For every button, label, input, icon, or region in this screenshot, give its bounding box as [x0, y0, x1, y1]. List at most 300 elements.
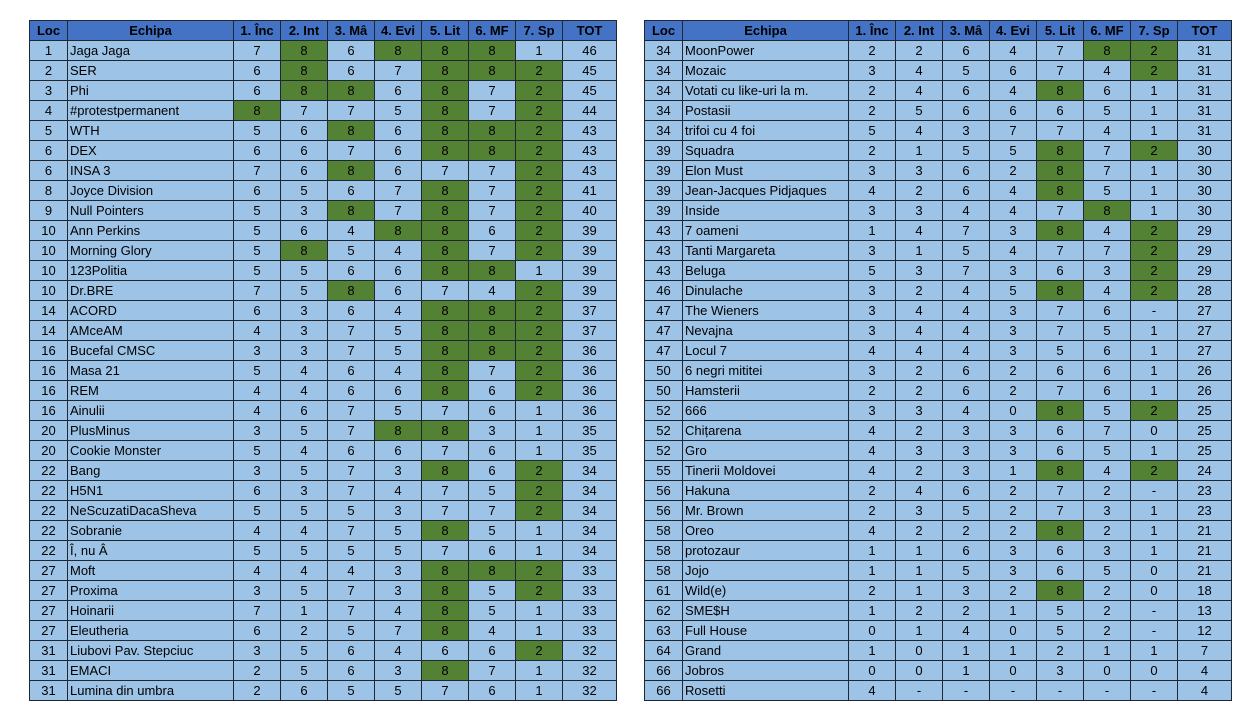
- score-cell: 3: [849, 321, 896, 341]
- score-cell: 6: [281, 141, 328, 161]
- score-cell: 5: [1084, 321, 1131, 341]
- column-header: Loc: [30, 21, 68, 41]
- total-cell: 33: [563, 601, 617, 621]
- rank-cell: 52: [645, 441, 683, 461]
- score-cell: 4: [234, 401, 281, 421]
- team-name-cell: The Wieners: [683, 301, 849, 321]
- score-cell: 0: [1131, 581, 1178, 601]
- score-cell: 2: [896, 281, 943, 301]
- score-cell: 5: [469, 601, 516, 621]
- score-cell: 6: [1084, 341, 1131, 361]
- score-cell: 7: [1037, 241, 1084, 261]
- score-cell: 2: [516, 201, 563, 221]
- score-cell: 4: [943, 621, 990, 641]
- score-cell: 6: [1037, 361, 1084, 381]
- score-cell: 4: [943, 201, 990, 221]
- score-cell: 5: [328, 541, 375, 561]
- score-cell: 6: [469, 681, 516, 701]
- score-cell: 0: [990, 401, 1037, 421]
- score-cell: 7: [328, 421, 375, 441]
- table-row: [645, 441, 1232, 461]
- score-cell: 6: [422, 641, 469, 661]
- total-cell: 29: [1178, 241, 1232, 261]
- score-cell: 3: [896, 501, 943, 521]
- total-cell: 21: [1178, 561, 1232, 581]
- team-name-cell: Î, nu Â: [68, 541, 234, 561]
- score-cell: 6: [469, 641, 516, 661]
- score-cell: 4: [375, 301, 422, 321]
- score-cell: 3: [375, 581, 422, 601]
- team-name-cell: 7 oameni: [683, 221, 849, 241]
- table-body: [645, 41, 1232, 701]
- column-header: 4. Evi: [990, 21, 1037, 41]
- score-cell: 3: [1037, 661, 1084, 681]
- score-cell: 5: [375, 341, 422, 361]
- score-cell: 7: [469, 361, 516, 381]
- score-cell: 6: [375, 141, 422, 161]
- table-row: [30, 201, 617, 221]
- total-cell: 25: [1178, 421, 1232, 441]
- table-row: [30, 441, 617, 461]
- score-cell: 1: [516, 521, 563, 541]
- score-cell: 6: [328, 361, 375, 381]
- score-cell: 3: [990, 261, 1037, 281]
- score-cell: 2: [896, 421, 943, 441]
- score-cell: 8: [422, 221, 469, 241]
- total-cell: 36: [563, 341, 617, 361]
- rank-cell: 10: [30, 261, 68, 281]
- score-cell: 7: [422, 501, 469, 521]
- rank-cell: 61: [645, 581, 683, 601]
- score-cell: 4: [849, 181, 896, 201]
- score-cell: 8: [422, 381, 469, 401]
- total-cell: 39: [563, 221, 617, 241]
- score-cell: 1: [1131, 381, 1178, 401]
- score-cell: 3: [943, 461, 990, 481]
- column-header: 3. Mâ: [328, 21, 375, 41]
- rank-cell: 22: [30, 481, 68, 501]
- score-cell: 6: [328, 641, 375, 661]
- team-name-cell: Eleutheria: [68, 621, 234, 641]
- score-cell: 3: [375, 461, 422, 481]
- table-row: [30, 121, 617, 141]
- score-cell: 1: [516, 681, 563, 701]
- team-name-cell: Jean-Jacques Pidjaques: [683, 181, 849, 201]
- team-name-cell: Chițarena: [683, 421, 849, 441]
- score-cell: 7: [1084, 241, 1131, 261]
- score-cell: 7: [328, 481, 375, 501]
- score-cell: 7: [375, 621, 422, 641]
- score-cell: 6: [943, 181, 990, 201]
- table-row: [30, 641, 617, 661]
- score-cell: 1: [1131, 521, 1178, 541]
- team-name-cell: REM: [68, 381, 234, 401]
- table-row: [645, 321, 1232, 341]
- score-cell: 1: [1131, 121, 1178, 141]
- score-cell: 8: [469, 61, 516, 81]
- score-cell: 1: [896, 241, 943, 261]
- score-cell: 7: [422, 401, 469, 421]
- score-cell: 1: [1131, 541, 1178, 561]
- score-cell: 8: [422, 601, 469, 621]
- score-cell: 8: [1037, 281, 1084, 301]
- team-name-cell: Phi: [68, 81, 234, 101]
- total-cell: 35: [563, 441, 617, 461]
- score-cell: 1: [849, 641, 896, 661]
- score-cell: 2: [896, 521, 943, 541]
- score-cell: 8: [422, 661, 469, 681]
- score-cell: 4: [849, 521, 896, 541]
- rank-cell: 66: [645, 681, 683, 701]
- score-cell: 7: [469, 241, 516, 261]
- team-name-cell: protozaur: [683, 541, 849, 561]
- rank-cell: 58: [645, 521, 683, 541]
- score-cell: 8: [328, 81, 375, 101]
- table-row: [30, 161, 617, 181]
- rank-cell: 58: [645, 561, 683, 581]
- total-cell: 29: [1178, 221, 1232, 241]
- score-cell: 6: [943, 481, 990, 501]
- team-name-cell: Null Pointers: [68, 201, 234, 221]
- score-cell: 1: [849, 561, 896, 581]
- team-name-cell: Dinulache: [683, 281, 849, 301]
- total-cell: 43: [563, 161, 617, 181]
- score-cell: 4: [896, 81, 943, 101]
- score-cell: 2: [516, 381, 563, 401]
- score-cell: 6: [375, 81, 422, 101]
- score-cell: 1: [516, 41, 563, 61]
- score-cell: 2: [849, 501, 896, 521]
- team-name-cell: Inside: [683, 201, 849, 221]
- table-row: [30, 381, 617, 401]
- score-cell: 3: [281, 301, 328, 321]
- score-cell: 3: [234, 421, 281, 441]
- score-cell: 2: [943, 601, 990, 621]
- total-cell: 31: [1178, 61, 1232, 81]
- score-cell: 6: [234, 181, 281, 201]
- score-cell: 1: [849, 221, 896, 241]
- score-cell: 7: [375, 201, 422, 221]
- score-cell: 4: [234, 381, 281, 401]
- score-cell: 8: [1037, 141, 1084, 161]
- team-name-cell: Squadra: [683, 141, 849, 161]
- score-cell: 3: [990, 301, 1037, 321]
- score-cell: 8: [281, 41, 328, 61]
- team-name-cell: #protestpermanent: [68, 101, 234, 121]
- total-cell: 30: [1178, 181, 1232, 201]
- score-cell: 7: [1037, 381, 1084, 401]
- score-cell: 1: [896, 141, 943, 161]
- rank-cell: 22: [30, 501, 68, 521]
- team-name-cell: H5N1: [68, 481, 234, 501]
- score-cell: 4: [234, 321, 281, 341]
- score-cell: 5: [234, 261, 281, 281]
- score-cell: 5: [1084, 441, 1131, 461]
- score-cell: 0: [849, 621, 896, 641]
- score-cell: 6: [1037, 421, 1084, 441]
- score-cell: 5: [1084, 181, 1131, 201]
- score-cell: 3: [234, 581, 281, 601]
- table-row: [645, 81, 1232, 101]
- score-cell: 2: [1084, 481, 1131, 501]
- total-cell: 37: [563, 321, 617, 341]
- total-cell: 45: [563, 61, 617, 81]
- column-header: 5. Lit: [422, 21, 469, 41]
- score-cell: 2: [516, 561, 563, 581]
- score-cell: 2: [990, 521, 1037, 541]
- score-cell: 8: [1037, 81, 1084, 101]
- score-cell: 3: [943, 121, 990, 141]
- score-cell: 2: [896, 461, 943, 481]
- rank-cell: 27: [30, 601, 68, 621]
- score-cell: 2: [896, 601, 943, 621]
- score-cell: 5: [281, 281, 328, 301]
- table-row: [30, 261, 617, 281]
- total-cell: 41: [563, 181, 617, 201]
- score-cell: 5: [1037, 601, 1084, 621]
- table-row: [645, 281, 1232, 301]
- score-cell: 5: [375, 521, 422, 541]
- score-cell: 4: [281, 381, 328, 401]
- team-name-cell: Liubovi Pav. Stepciuc: [68, 641, 234, 661]
- total-cell: 28: [1178, 281, 1232, 301]
- score-cell: 1: [516, 441, 563, 461]
- rank-cell: 3: [30, 81, 68, 101]
- table-row: [645, 181, 1232, 201]
- total-cell: 31: [1178, 41, 1232, 61]
- score-cell: 3: [281, 321, 328, 341]
- score-cell: 2: [516, 581, 563, 601]
- team-name-cell: Ainulii: [68, 401, 234, 421]
- score-cell: 2: [849, 381, 896, 401]
- score-cell: 7: [422, 481, 469, 501]
- total-cell: 27: [1178, 321, 1232, 341]
- team-name-cell: Nevajna: [683, 321, 849, 341]
- score-cell: 2: [1131, 261, 1178, 281]
- score-cell: 7: [1037, 321, 1084, 341]
- score-cell: 4: [328, 561, 375, 581]
- score-cell: 2: [516, 101, 563, 121]
- score-cell: 6: [234, 141, 281, 161]
- score-cell: 7: [422, 161, 469, 181]
- score-cell: 7: [1084, 161, 1131, 181]
- score-cell: 7: [1037, 501, 1084, 521]
- table-row: [645, 121, 1232, 141]
- score-cell: 2: [1084, 581, 1131, 601]
- total-cell: 30: [1178, 161, 1232, 181]
- rank-cell: 58: [645, 541, 683, 561]
- score-cell: 5: [1037, 621, 1084, 641]
- rank-cell: 6: [30, 161, 68, 181]
- score-cell: 4: [943, 301, 990, 321]
- score-cell: 7: [234, 281, 281, 301]
- score-cell: 2: [1131, 41, 1178, 61]
- score-cell: 4: [990, 201, 1037, 221]
- score-cell: 6: [1084, 81, 1131, 101]
- rank-cell: 62: [645, 601, 683, 621]
- score-cell: 5: [234, 361, 281, 381]
- score-cell: 6: [328, 441, 375, 461]
- score-cell: 6: [328, 41, 375, 61]
- score-cell: 6: [469, 381, 516, 401]
- score-cell: 2: [1131, 221, 1178, 241]
- score-cell: 8: [422, 461, 469, 481]
- score-cell: 8: [422, 201, 469, 221]
- table-row: [645, 141, 1232, 161]
- team-name-cell: SER: [68, 61, 234, 81]
- score-cell: 5: [375, 401, 422, 421]
- score-cell: 1: [1131, 361, 1178, 381]
- score-cell: 2: [1131, 281, 1178, 301]
- team-name-cell: Mr. Brown: [683, 501, 849, 521]
- score-cell: 8: [1084, 41, 1131, 61]
- score-cell: 5: [234, 241, 281, 261]
- rank-cell: 4: [30, 101, 68, 121]
- total-cell: 32: [563, 661, 617, 681]
- score-cell: 4: [943, 321, 990, 341]
- score-cell: -: [896, 681, 943, 701]
- score-cell: 5: [234, 201, 281, 221]
- score-cell: 5: [1084, 401, 1131, 421]
- table-row: [30, 181, 617, 201]
- total-cell: 21: [1178, 541, 1232, 561]
- total-cell: 26: [1178, 361, 1232, 381]
- score-cell: 6: [328, 181, 375, 201]
- rank-cell: 34: [645, 61, 683, 81]
- score-cell: 2: [516, 161, 563, 181]
- score-cell: -: [1037, 681, 1084, 701]
- score-cell: 2: [990, 501, 1037, 521]
- score-cell: 4: [943, 401, 990, 421]
- column-header: 1. Înc: [234, 21, 281, 41]
- score-cell: 4: [896, 481, 943, 501]
- score-cell: 5: [943, 561, 990, 581]
- table-row: [645, 201, 1232, 221]
- score-cell: 7: [1084, 141, 1131, 161]
- score-cell: 6: [469, 441, 516, 461]
- column-header: Loc: [645, 21, 683, 41]
- score-cell: 1: [281, 601, 328, 621]
- score-cell: 4: [990, 181, 1037, 201]
- score-cell: 4: [1084, 281, 1131, 301]
- header-row: [30, 21, 617, 41]
- table-row: [30, 241, 617, 261]
- score-cell: 5: [234, 441, 281, 461]
- score-cell: 5: [943, 241, 990, 261]
- table-row: [645, 641, 1232, 661]
- total-cell: 46: [563, 41, 617, 61]
- rank-cell: 64: [645, 641, 683, 661]
- score-cell: 6: [1084, 381, 1131, 401]
- score-cell: 6: [281, 221, 328, 241]
- score-cell: 8: [422, 101, 469, 121]
- score-cell: 7: [375, 61, 422, 81]
- score-cell: 6: [234, 481, 281, 501]
- total-cell: 21: [1178, 521, 1232, 541]
- score-cell: 3: [943, 421, 990, 441]
- score-cell: 3: [849, 241, 896, 261]
- team-name-cell: AMceAM: [68, 321, 234, 341]
- total-cell: 4: [1178, 661, 1232, 681]
- rank-cell: 55: [645, 461, 683, 481]
- team-name-cell: EMACI: [68, 661, 234, 681]
- score-cell: 6: [1037, 101, 1084, 121]
- total-cell: 37: [563, 301, 617, 321]
- total-cell: 32: [563, 641, 617, 661]
- score-cell: 7: [328, 141, 375, 161]
- score-cell: 7: [990, 121, 1037, 141]
- table-row: [645, 461, 1232, 481]
- score-cell: 8: [469, 341, 516, 361]
- score-cell: 7: [1037, 301, 1084, 321]
- rank-cell: 27: [30, 561, 68, 581]
- score-cell: 5: [469, 521, 516, 541]
- table-row: [30, 561, 617, 581]
- rank-cell: 14: [30, 321, 68, 341]
- score-cell: 3: [849, 281, 896, 301]
- score-cell: 4: [281, 521, 328, 541]
- table-row: [30, 581, 617, 601]
- score-cell: 0: [849, 661, 896, 681]
- score-cell: 4: [990, 41, 1037, 61]
- team-name-cell: Jojo: [683, 561, 849, 581]
- rank-cell: 47: [645, 341, 683, 361]
- score-cell: 8: [375, 41, 422, 61]
- team-name-cell: INSA 3: [68, 161, 234, 181]
- score-cell: 4: [943, 281, 990, 301]
- standings-table-left: [29, 20, 617, 701]
- score-cell: 6: [375, 441, 422, 461]
- score-cell: 3: [896, 401, 943, 421]
- score-cell: 1: [990, 461, 1037, 481]
- score-cell: 5: [375, 541, 422, 561]
- column-header: Echipa: [68, 21, 234, 41]
- total-cell: 27: [1178, 301, 1232, 321]
- rank-cell: 56: [645, 501, 683, 521]
- total-cell: 7: [1178, 641, 1232, 661]
- score-cell: 6: [281, 401, 328, 421]
- score-cell: 8: [422, 261, 469, 281]
- table-row: [645, 41, 1232, 61]
- table-row: [645, 501, 1232, 521]
- table-row: [645, 361, 1232, 381]
- score-cell: 6: [281, 681, 328, 701]
- table-row: [645, 401, 1232, 421]
- score-cell: 3: [849, 161, 896, 181]
- score-cell: 4: [234, 561, 281, 581]
- table-row: [645, 221, 1232, 241]
- score-cell: 5: [849, 261, 896, 281]
- team-name-cell: Jobros: [683, 661, 849, 681]
- total-cell: 34: [563, 541, 617, 561]
- score-cell: 1: [516, 541, 563, 561]
- rank-cell: 63: [645, 621, 683, 641]
- score-cell: 8: [422, 341, 469, 361]
- score-cell: 6: [234, 621, 281, 641]
- score-cell: 6: [234, 301, 281, 321]
- score-cell: 8: [1084, 201, 1131, 221]
- score-cell: 3: [896, 201, 943, 221]
- rank-cell: 1: [30, 41, 68, 61]
- table-row: [645, 561, 1232, 581]
- score-cell: 4: [896, 321, 943, 341]
- column-header: 7. Sp: [516, 21, 563, 41]
- score-cell: 1: [1131, 341, 1178, 361]
- table-row: [645, 161, 1232, 181]
- score-cell: 6: [469, 461, 516, 481]
- score-cell: 8: [375, 421, 422, 441]
- score-cell: 8: [422, 621, 469, 641]
